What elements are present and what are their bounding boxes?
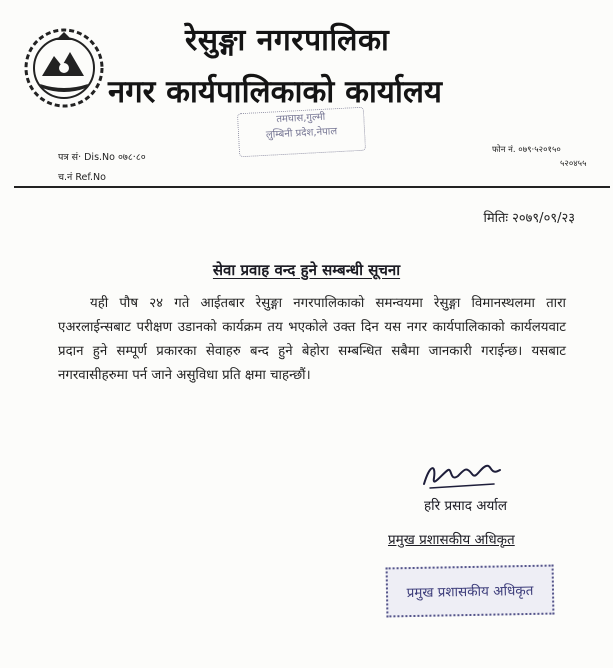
letter-date: मितिः २०७९/०९/२३	[483, 211, 575, 226]
designation-stamp	[386, 565, 555, 618]
subject-heading	[0, 260, 613, 280]
handwritten-signature	[420, 454, 504, 494]
phone-number-2: ५२०४५५	[560, 159, 587, 169]
letter-number: पत्र सं· Dis.No ०७८·८०	[58, 152, 146, 163]
office-name: नगर कार्यपालिकाको कार्यालय	[108, 74, 442, 110]
body-paragraph: यही पौष २४ गते आईतबार रेसुङ्गा नगरपालिकाको समन्वयमा रेसुङ्गा विमानस्थलमा तारा एअरलाईन्सबाट परीक्षण उडानको कार्यक्रम तय भएकोले उक्त दिन यस नगर कार्यपालिकाको कार्यलयवाट प्रदान हुने सम्पूर्ण प्रकारका सेवाहरु बन्द हुने बेहोरा सम्बन्धित सबैमा जानकारी गराईन्छ। यसबाट नगरवासीहरुमा पर्न जाने असुविधा प्रति क्षमा चाहन्छौं।	[58, 296, 566, 383]
organization-name: रेसुङ्गा नगरपालिका	[185, 23, 390, 58]
signer-designation: प्रमुख प्रशासकीय अधिकृत	[388, 532, 515, 548]
phone-number-1: फोन नं. ०७९·५२०१५०	[492, 145, 561, 155]
signer-name: हरि प्रसाद अर्याल	[424, 498, 508, 514]
notice-body	[58, 292, 566, 388]
subject-text: सेवा प्रवाह वन्द हुने सम्बन्धी सूचना	[212, 261, 401, 279]
header-divider	[14, 186, 610, 188]
designation-stamp-text: प्रमुख प्रशासकीय अधिकृत	[406, 582, 534, 602]
reference-number: च.नं Ref.No	[58, 172, 106, 183]
office-seal-stamp	[237, 107, 366, 158]
nepal-government-emblem-icon	[22, 26, 106, 110]
seal-line-2: लुम्बिनी प्रदेश,नेपाल	[265, 126, 338, 141]
seal-line-1: तमघास,गुल्मी	[276, 111, 326, 126]
